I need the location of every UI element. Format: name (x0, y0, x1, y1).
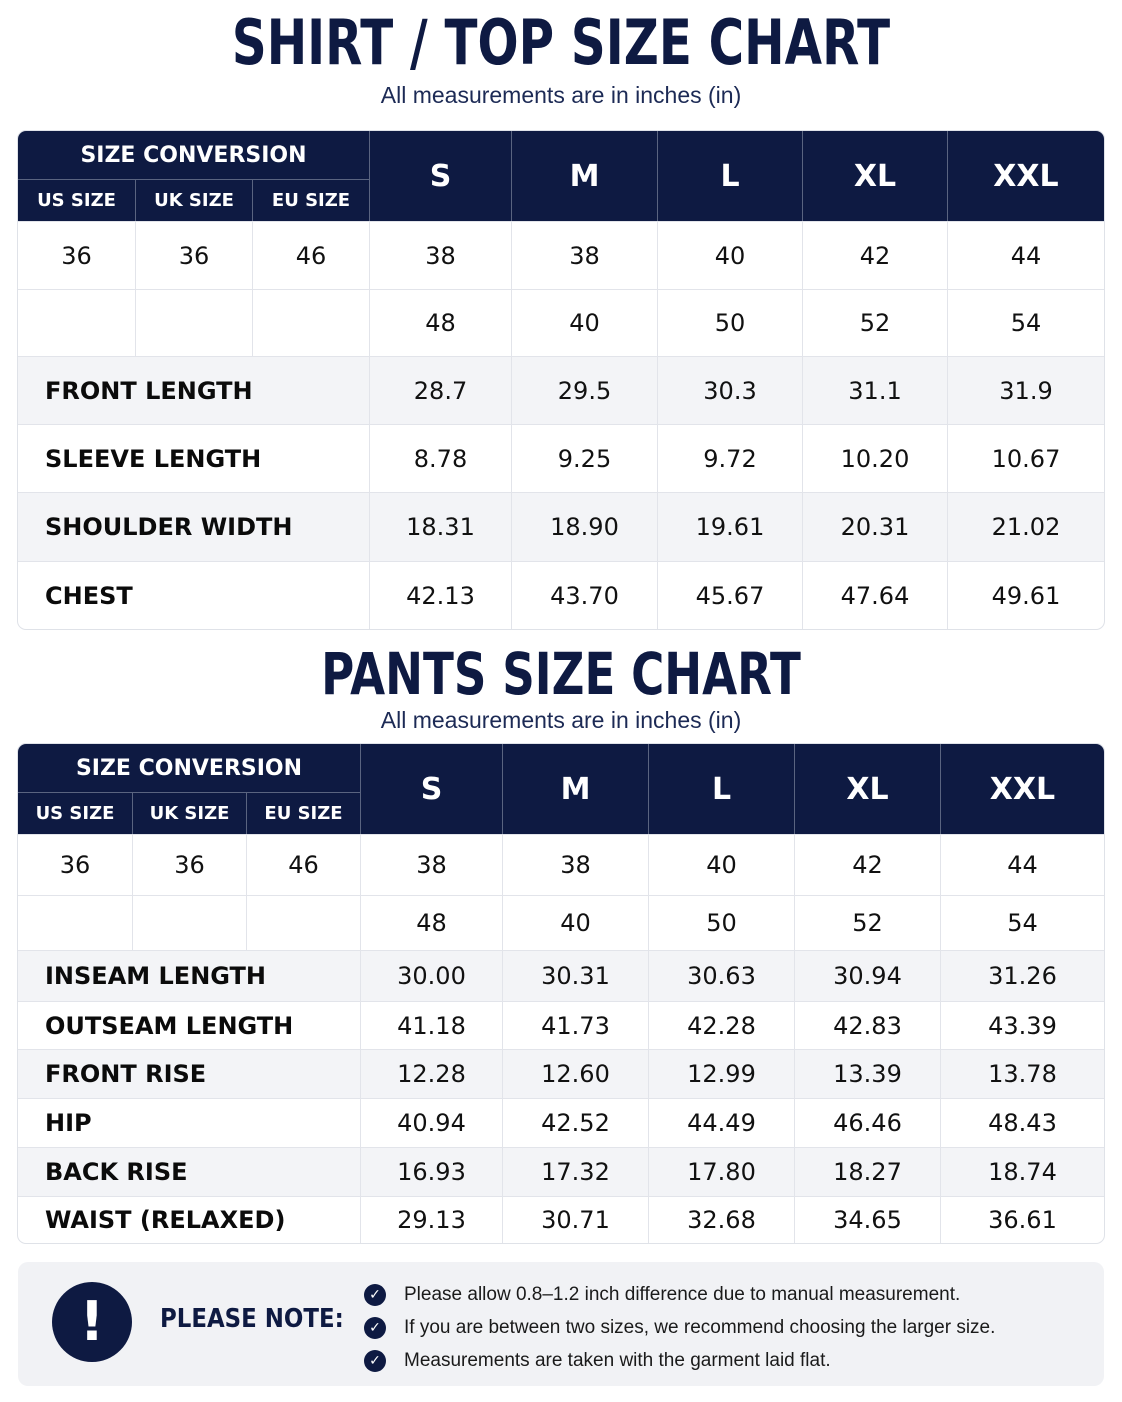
note-title: PLEASE NOTE: (160, 1304, 344, 1334)
table-cell: 54 (947, 289, 1104, 356)
table-cell: 42.83 (794, 1001, 940, 1049)
us-size-header: US SIZE (18, 180, 135, 221)
size-header-xxl: XXL (940, 744, 1104, 834)
table-cell: 36 (18, 834, 132, 895)
table-row (18, 1049, 1104, 1098)
table-cell: 45.67 (657, 561, 802, 629)
table-cell: 54 (940, 895, 1104, 950)
measure-label: WAIST (RELAXED) (18, 1196, 360, 1243)
table-cell: 52 (794, 895, 940, 950)
table-cell: 21.02 (947, 492, 1104, 561)
table-row (18, 1196, 1104, 1243)
size-header-s: S (360, 744, 502, 834)
list-item (364, 1278, 995, 1311)
table-cell (132, 895, 246, 950)
table-row (18, 950, 1104, 1001)
table-cell: 42.13 (369, 561, 511, 629)
table-cell: 17.80 (648, 1147, 794, 1196)
table-cell: 18.74 (940, 1147, 1104, 1196)
note-text: Please allow 0.8–1.2 inch difference due to manual measurement. (404, 1284, 961, 1305)
note-text: Measurements are taken with the garment laid flat. (404, 1350, 831, 1371)
table-cell: 30.71 (502, 1196, 648, 1243)
size-header-xl: XL (802, 131, 947, 221)
pants-chart-subtitle: All measurements are in inches (in) (380, 707, 742, 733)
table-cell: 50 (657, 289, 802, 356)
size-header-s: S (369, 131, 511, 221)
table-cell: 34.65 (794, 1196, 940, 1243)
exclamation-icon: ! (52, 1282, 132, 1362)
table-cell: 46.46 (794, 1098, 940, 1147)
table-cell: 36 (132, 834, 246, 895)
measure-label: SHOULDER WIDTH (18, 492, 369, 561)
table-cell: 40 (511, 289, 657, 356)
table-cell: 31.9 (947, 356, 1104, 424)
table-cell: 44 (947, 221, 1104, 289)
shirt-chart-subtitle: All measurements are in inches (in) (380, 82, 742, 108)
eu-size-header: EU SIZE (246, 793, 360, 834)
table-cell (135, 289, 252, 356)
table-cell: 18.31 (369, 492, 511, 561)
size-header-l: L (657, 131, 802, 221)
table-row (18, 1098, 1104, 1147)
table-row (18, 221, 1104, 289)
table-cell: 38 (360, 834, 502, 895)
table-cell: 12.60 (502, 1049, 648, 1098)
table-cell: 48 (369, 289, 511, 356)
uk-size-header: UK SIZE (135, 180, 252, 221)
table-cell (252, 289, 369, 356)
table-cell: 9.72 (657, 424, 802, 492)
table-cell (246, 895, 360, 950)
table-cell: 29.13 (360, 1196, 502, 1243)
table-row (18, 424, 1104, 492)
size-header-xxl: XXL (947, 131, 1104, 221)
table-row (18, 1147, 1104, 1196)
table-cell: 30.94 (794, 950, 940, 1001)
measure-label: BACK RISE (18, 1147, 360, 1196)
table-cell: 40 (502, 895, 648, 950)
size-header-m: M (502, 744, 648, 834)
table-cell: 32.68 (648, 1196, 794, 1243)
list-item (364, 1344, 995, 1377)
table-cell: 41.18 (360, 1001, 502, 1049)
table-cell: 10.67 (947, 424, 1104, 492)
table-cell: 36.61 (940, 1196, 1104, 1243)
table-cell: 18.27 (794, 1147, 940, 1196)
table-cell: 41.73 (502, 1001, 648, 1049)
measure-label: SLEEVE LENGTH (18, 424, 369, 492)
table-row (18, 356, 1104, 424)
table-cell: 36 (18, 221, 135, 289)
check-icon: ✓ (364, 1284, 386, 1306)
table-cell: 20.31 (802, 492, 947, 561)
table-cell: 16.93 (360, 1147, 502, 1196)
table-cell: 13.78 (940, 1049, 1104, 1098)
check-icon: ✓ (364, 1350, 386, 1372)
size-header-l: L (648, 744, 794, 834)
size-conversion-header: SIZE CONVERSION (18, 744, 360, 793)
measure-label: OUTSEAM LENGTH (18, 1001, 360, 1049)
table-row (18, 895, 1104, 950)
table-row (18, 834, 1104, 895)
check-icon: ✓ (364, 1317, 386, 1339)
size-header-xl: XL (794, 744, 940, 834)
table-cell: 46 (252, 221, 369, 289)
table-cell (18, 289, 135, 356)
table-cell: 43.70 (511, 561, 657, 629)
table-cell: 31.26 (940, 950, 1104, 1001)
size-header-m: M (511, 131, 657, 221)
table-cell: 38 (511, 221, 657, 289)
table-cell: 30.63 (648, 950, 794, 1001)
shirt-size-table (18, 131, 1104, 629)
table-cell: 38 (369, 221, 511, 289)
table-cell: 43.39 (940, 1001, 1104, 1049)
table-cell: 38 (502, 834, 648, 895)
us-size-header: US SIZE (18, 793, 132, 834)
table-cell: 10.20 (802, 424, 947, 492)
table-cell: 49.61 (947, 561, 1104, 629)
eu-size-header: EU SIZE (252, 180, 369, 221)
table-cell: 30.00 (360, 950, 502, 1001)
table-cell: 40.94 (360, 1098, 502, 1147)
table-cell: 48.43 (940, 1098, 1104, 1147)
table-cell: 30.3 (657, 356, 802, 424)
table-row (18, 289, 1104, 356)
table-cell: 9.25 (511, 424, 657, 492)
table-cell: 42 (802, 221, 947, 289)
table-cell: 36 (135, 221, 252, 289)
measure-label: HIP (18, 1098, 360, 1147)
table-cell: 13.39 (794, 1049, 940, 1098)
table-cell: 47.64 (802, 561, 947, 629)
table-cell: 46 (246, 834, 360, 895)
note-list (364, 1278, 995, 1377)
table-cell: 17.32 (502, 1147, 648, 1196)
note-box (18, 1262, 1104, 1386)
pants-chart-title: PANTS SIZE CHART (321, 640, 801, 708)
note-text: If you are between two sizes, we recommend choosing the larger size. (404, 1317, 996, 1338)
table-row (18, 492, 1104, 561)
list-item (364, 1311, 995, 1344)
measure-label: INSEAM LENGTH (18, 950, 360, 1001)
table-cell: 12.28 (360, 1049, 502, 1098)
table-cell: 29.5 (511, 356, 657, 424)
table-cell: 12.99 (648, 1049, 794, 1098)
table-row (18, 561, 1104, 629)
table-cell: 40 (648, 834, 794, 895)
table-cell: 30.31 (502, 950, 648, 1001)
table-cell: 18.90 (511, 492, 657, 561)
table-row (18, 1001, 1104, 1049)
table-cell: 42.52 (502, 1098, 648, 1147)
table-cell: 19.61 (657, 492, 802, 561)
table-cell: 40 (657, 221, 802, 289)
table-cell: 52 (802, 289, 947, 356)
table-cell: 8.78 (369, 424, 511, 492)
pants-size-table (18, 744, 1104, 1243)
uk-size-header: UK SIZE (132, 793, 246, 834)
shirt-chart-title: SHIRT / TOP SIZE CHART (231, 6, 891, 79)
table-cell: 42 (794, 834, 940, 895)
table-cell: 50 (648, 895, 794, 950)
table-cell: 48 (360, 895, 502, 950)
table-cell: 44.49 (648, 1098, 794, 1147)
measure-label: FRONT LENGTH (18, 356, 369, 424)
table-cell: 31.1 (802, 356, 947, 424)
size-conversion-header: SIZE CONVERSION (18, 131, 369, 180)
measure-label: CHEST (18, 561, 369, 629)
table-cell: 44 (940, 834, 1104, 895)
table-cell (18, 895, 132, 950)
table-cell: 28.7 (369, 356, 511, 424)
table-cell: 42.28 (648, 1001, 794, 1049)
measure-label: FRONT RISE (18, 1049, 360, 1098)
